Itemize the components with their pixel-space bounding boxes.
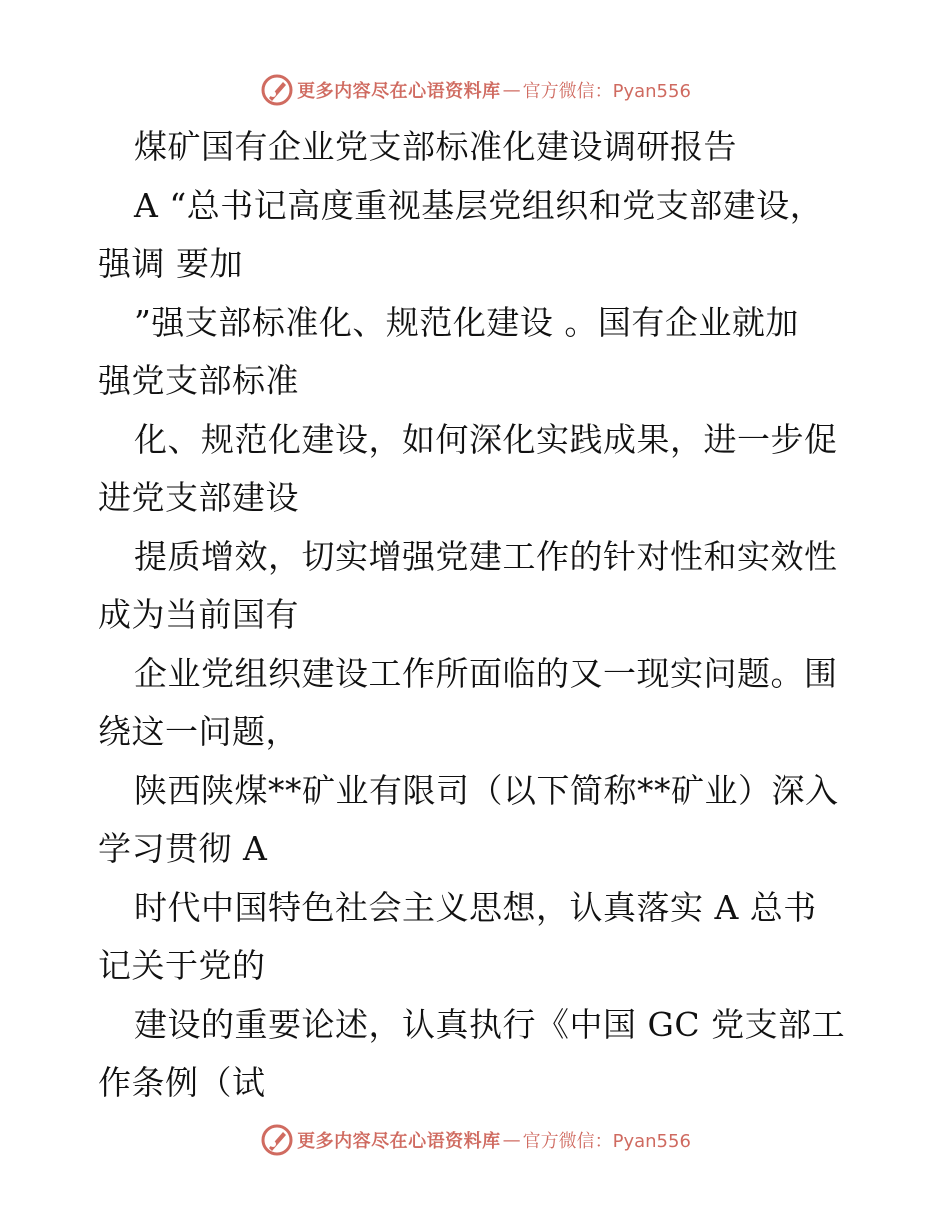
watermark-separator: —: [502, 79, 521, 101]
text-line: 绕这一问题，: [98, 712, 299, 751]
watermark-wechat-text: 官方微信：Pyan556: [522, 1131, 691, 1152]
text-line: 作条例（试: [98, 1063, 266, 1102]
text-line: 建设的重要论述，认真执行《中国 GC 党支部工: [134, 1004, 846, 1044]
text-line: 时代中国特色社会主义思想，认真落实 A 总书: [134, 887, 817, 927]
text-line: 陕西陕煤**矿业有限司（以下简称**矿业）深入: [134, 770, 839, 810]
text-line: 化、规范化建设，如何深化实践成果，进一步促: [134, 419, 838, 459]
text-line: 提质增效，切实增强党建工作的针对性和实效性: [134, 536, 838, 576]
header-watermark: [0, 70, 950, 110]
footer-watermark: [0, 1120, 950, 1160]
text-line: A “总书记高度重视基层党组织和党支部建设，: [134, 185, 824, 225]
pen-logo-icon: [259, 72, 295, 108]
text-line: 强党支部标准: [98, 361, 299, 400]
watermark-site-text: 更多内容尽在心语资料库: [297, 1131, 501, 1152]
text-line: 企业党组织建设工作所面临的又一现实问题。围: [134, 653, 838, 693]
text-line: 记关于党的: [98, 946, 266, 985]
text-line: 成为当前国有: [98, 595, 299, 634]
watermark-separator: —: [502, 1129, 521, 1151]
text-line: 进党支部建设: [98, 478, 299, 517]
watermark-wechat-text: 官方微信：Pyan556: [522, 81, 691, 102]
pen-logo-icon: [259, 1122, 295, 1158]
document-body: [98, 118, 858, 1113]
text-line: 学习贯彻 A: [98, 829, 268, 868]
text-line: ”强支部标准化、规范化建设 。国有企业就加: [134, 302, 799, 342]
text-line: 强调 要加: [98, 244, 243, 283]
document-title: 煤矿国有企业党支部标准化建设调研报告: [134, 127, 737, 166]
watermark-site-text: 更多内容尽在心语资料库: [297, 81, 501, 102]
